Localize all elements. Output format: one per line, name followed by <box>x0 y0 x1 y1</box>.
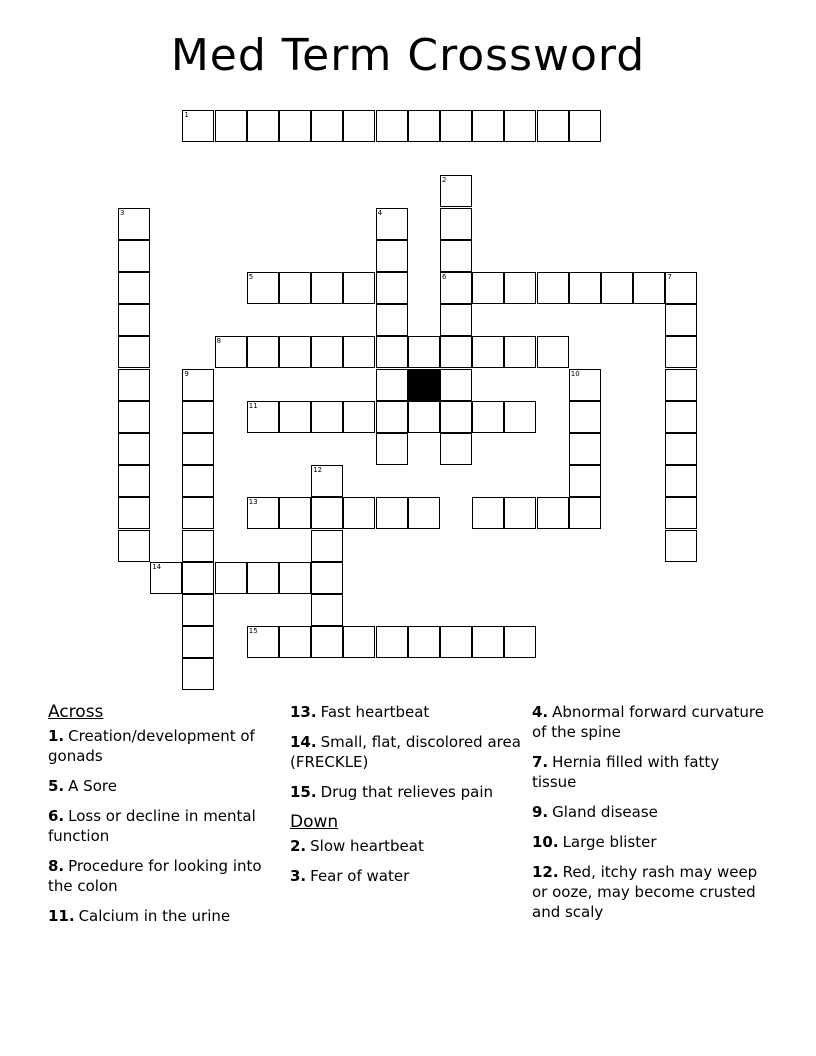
grid-cell[interactable] <box>343 626 375 658</box>
grid-cell[interactable] <box>504 336 536 368</box>
grid-cell[interactable] <box>440 401 472 433</box>
grid-cell[interactable] <box>118 272 150 304</box>
grid-cell[interactable] <box>118 369 150 401</box>
clue-item-number: 4. <box>532 703 549 721</box>
grid-cell[interactable] <box>247 110 279 142</box>
grid-cell[interactable] <box>182 658 214 690</box>
clue-item <box>48 906 280 926</box>
grid-cell[interactable] <box>182 465 214 497</box>
clue-item-number: 14. <box>290 733 317 751</box>
grid-cell[interactable] <box>311 336 343 368</box>
clues-column-3 <box>532 702 764 932</box>
clue-item-text: Creation/development of gonads <box>48 727 255 765</box>
grid-cell[interactable] <box>279 626 311 658</box>
grid-cell[interactable] <box>408 401 440 433</box>
grid-cell[interactable] <box>665 497 697 529</box>
grid-cell[interactable] <box>279 497 311 529</box>
clue-item-text: Slow heartbeat <box>310 837 424 855</box>
clue-item <box>290 836 522 856</box>
grid-cell[interactable] <box>440 433 472 465</box>
clue-number: 8 <box>216 337 222 346</box>
grid-cell[interactable] <box>472 336 504 368</box>
clue-item-number: 6. <box>48 807 65 825</box>
grid-cell[interactable] <box>182 433 214 465</box>
down-header: Down <box>290 812 339 832</box>
grid-cell[interactable] <box>569 401 601 433</box>
grid-cell[interactable] <box>182 401 214 433</box>
clue-item <box>290 782 522 802</box>
grid-cell[interactable] <box>376 208 408 240</box>
page-title: Med Term Crossword <box>170 30 646 81</box>
clue-number: 2 <box>442 176 447 185</box>
clue-item <box>532 752 764 792</box>
grid-cell[interactable] <box>440 369 472 401</box>
grid-cell[interactable] <box>504 401 536 433</box>
clue-item <box>532 802 764 822</box>
clue-item-number: 9. <box>532 803 549 821</box>
grid-cell[interactable] <box>665 272 697 304</box>
clue-item-text: Hernia filled with fatty tissue <box>532 753 720 791</box>
clue-item-text: Red, itchy rash may weep or ooze, may become crusted and scaly <box>532 863 758 921</box>
clue-item-number: 3. <box>290 867 307 885</box>
grid-cell[interactable] <box>311 497 343 529</box>
clue-number: 12 <box>313 466 323 475</box>
grid-cell[interactable] <box>472 272 504 304</box>
grid-cell[interactable] <box>440 175 472 207</box>
clue-number: 4 <box>377 208 383 217</box>
grid-cell[interactable] <box>665 401 697 433</box>
grid-cell[interactable] <box>440 336 472 368</box>
grid-cell[interactable] <box>376 336 408 368</box>
grid-cell[interactable] <box>182 110 214 142</box>
clue-item-text: Gland disease <box>552 803 658 821</box>
grid-cell[interactable] <box>118 530 150 562</box>
grid-cell[interactable] <box>247 562 279 594</box>
grid-cell[interactable] <box>279 336 311 368</box>
clues-column-1 <box>48 702 280 936</box>
grid-cell[interactable] <box>472 497 504 529</box>
grid-cell[interactable] <box>408 626 440 658</box>
grid-cell[interactable] <box>504 110 536 142</box>
grid-cell[interactable] <box>343 110 375 142</box>
grid-cell[interactable] <box>376 272 408 304</box>
clue-item-text: Calcium in the urine <box>78 907 231 925</box>
clue-item <box>48 856 280 896</box>
grid-cell[interactable] <box>311 272 343 304</box>
grid-cell[interactable] <box>504 497 536 529</box>
grid-cell[interactable] <box>311 530 343 562</box>
grid-cell[interactable] <box>601 272 633 304</box>
clue-item-text: Fast heartbeat <box>320 703 430 721</box>
grid-cell[interactable] <box>118 240 150 272</box>
black-cell <box>408 369 440 401</box>
grid-cell[interactable] <box>182 369 214 401</box>
clue-number: 11 <box>248 401 258 410</box>
grid-cell[interactable] <box>311 465 343 497</box>
grid-cell[interactable] <box>343 401 375 433</box>
grid-cell[interactable] <box>472 626 504 658</box>
grid-cell[interactable] <box>311 110 343 142</box>
grid-cell[interactable] <box>376 626 408 658</box>
clue-item-number: 2. <box>290 837 307 855</box>
clue-item-number: 10. <box>532 833 559 851</box>
clue-item <box>532 832 764 852</box>
clue-item-number: 8. <box>48 857 65 875</box>
grid-cell[interactable] <box>247 626 279 658</box>
grid-cell[interactable] <box>118 465 150 497</box>
clue-item-number: 15. <box>290 783 317 801</box>
clue-item-text: A Sore <box>68 777 117 795</box>
grid-cell[interactable] <box>665 433 697 465</box>
clue-item-number: 7. <box>532 753 549 771</box>
grid-cell[interactable] <box>537 272 569 304</box>
clue-item-text: Abnormal forward curvature of the spine <box>532 703 764 741</box>
clue-number: 7 <box>667 273 672 281</box>
grid-cell[interactable] <box>118 433 150 465</box>
clue-item-text: Small, flat, discolored area (FRECKLE) <box>290 733 521 771</box>
grid-cell[interactable] <box>633 272 665 304</box>
grid-cell[interactable] <box>182 594 214 626</box>
clue-item <box>48 726 280 766</box>
grid-cell[interactable] <box>118 497 150 529</box>
grid-cell[interactable] <box>440 208 472 240</box>
grid-cell[interactable] <box>247 336 279 368</box>
grid-cell[interactable] <box>440 304 472 336</box>
grid-cell[interactable] <box>182 626 214 658</box>
grid-cell[interactable] <box>408 336 440 368</box>
grid-cell[interactable] <box>118 401 150 433</box>
grid-cell[interactable] <box>408 497 440 529</box>
clue-item <box>290 866 522 886</box>
grid-cell[interactable] <box>311 562 343 594</box>
grid-cell[interactable] <box>279 110 311 142</box>
grid-cell[interactable] <box>569 369 601 401</box>
grid-cell[interactable] <box>376 433 408 465</box>
grid-cell[interactable] <box>376 304 408 336</box>
grid-cell[interactable] <box>279 401 311 433</box>
grid-cell[interactable] <box>279 272 311 304</box>
grid-cell[interactable] <box>247 497 279 529</box>
grid-cell[interactable] <box>343 272 375 304</box>
clue-item <box>290 732 522 772</box>
grid-cell[interactable] <box>376 401 408 433</box>
grid-cell[interactable] <box>247 401 279 433</box>
grid-cell[interactable] <box>472 110 504 142</box>
clue-item <box>532 862 764 922</box>
grid-cell[interactable] <box>440 626 472 658</box>
grid-cell[interactable] <box>182 497 214 529</box>
grid-cell[interactable] <box>408 110 440 142</box>
clue-number: 3 <box>120 208 125 217</box>
grid-cell[interactable] <box>118 208 150 240</box>
clue-item <box>48 806 280 846</box>
grid-cell[interactable] <box>215 562 247 594</box>
clue-item-text: Procedure for looking into the colon <box>48 857 262 895</box>
grid-cell[interactable] <box>569 433 601 465</box>
grid-cell[interactable] <box>215 110 247 142</box>
grid-cell[interactable] <box>440 240 472 272</box>
grid-cell[interactable] <box>569 272 601 304</box>
grid-cell[interactable] <box>665 465 697 497</box>
clue-item-number: 13. <box>290 703 317 721</box>
grid-cell[interactable] <box>376 369 408 401</box>
grid-cell[interactable] <box>472 401 504 433</box>
clue-item-number: 1. <box>48 727 65 745</box>
clue-item <box>48 776 280 796</box>
clue-item-number: 5. <box>48 777 65 795</box>
clue-number: 5 <box>248 273 254 281</box>
across-header: Across <box>48 702 104 722</box>
clue-item-number: 11. <box>48 907 75 925</box>
grid-cell[interactable] <box>182 530 214 562</box>
clue-number: 6 <box>442 273 447 281</box>
clue-number: 13 <box>248 498 258 507</box>
grid-cell[interactable] <box>665 304 697 336</box>
clue-number: 14 <box>152 562 162 571</box>
grid-cell[interactable] <box>311 401 343 433</box>
grid-cell[interactable] <box>440 272 472 304</box>
grid-cell[interactable] <box>343 336 375 368</box>
grid-cell[interactable] <box>537 110 569 142</box>
grid-cell[interactable] <box>504 626 536 658</box>
clue-item <box>532 702 764 742</box>
clue-item-text: Drug that relieves pain <box>320 783 494 801</box>
grid-cell[interactable] <box>665 369 697 401</box>
grid-cell[interactable] <box>247 272 279 304</box>
clue-item-text: Large blister <box>562 833 657 851</box>
grid-cell[interactable] <box>537 497 569 529</box>
grid-cell[interactable] <box>279 562 311 594</box>
grid-cell[interactable] <box>665 336 697 368</box>
grid-cell[interactable] <box>376 110 408 142</box>
grid-cell[interactable] <box>569 110 601 142</box>
grid-cell[interactable] <box>311 626 343 658</box>
grid-cell[interactable] <box>440 110 472 142</box>
clue-number: 10 <box>570 369 580 378</box>
grid-cell[interactable] <box>537 336 569 368</box>
clue-item-number: 12. <box>532 863 559 881</box>
clue-number: 15 <box>248 627 258 636</box>
clue-number: 1 <box>184 111 189 119</box>
grid-cell[interactable] <box>215 336 247 368</box>
grid-cell[interactable] <box>376 497 408 529</box>
grid-cell[interactable] <box>376 240 408 272</box>
grid-cell[interactable] <box>569 465 601 497</box>
grid-cell[interactable] <box>343 497 375 529</box>
grid-cell[interactable] <box>665 530 697 562</box>
clue-number: 9 <box>184 369 189 378</box>
grid-cell[interactable] <box>569 497 601 529</box>
grid-cell[interactable] <box>118 304 150 336</box>
clue-item <box>290 702 522 722</box>
grid-cell[interactable] <box>150 562 182 594</box>
grid-cell[interactable] <box>504 272 536 304</box>
grid-cell[interactable] <box>182 562 214 594</box>
grid-cell[interactable] <box>118 336 150 368</box>
clue-item-text: Loss or decline in mental function <box>48 807 256 845</box>
clue-item-text: Fear of water <box>310 867 410 885</box>
grid-cell[interactable] <box>311 594 343 626</box>
clues-column-2 <box>290 702 522 896</box>
